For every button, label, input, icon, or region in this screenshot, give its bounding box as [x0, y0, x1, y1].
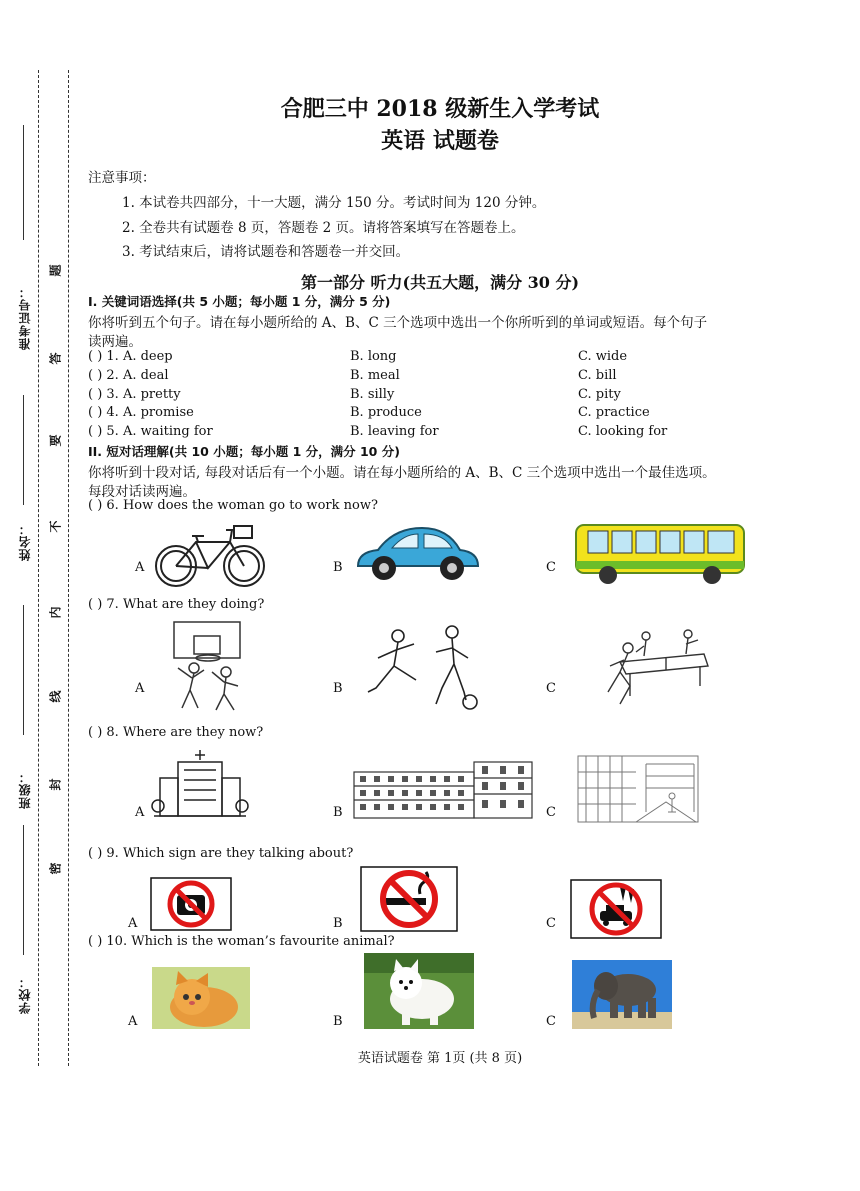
exam-subtitle: 英语 试题卷: [381, 128, 499, 154]
student-id-label: 准考证号：: [18, 285, 32, 350]
car-image: [352, 522, 484, 586]
option-label-b: B: [333, 681, 343, 696]
question-1-c: C. wide: [578, 349, 628, 364]
seal-char: 封: [48, 778, 63, 791]
no-camera-sign-image: [150, 877, 232, 931]
binding-dash-line-left: [38, 70, 39, 1066]
question-4-a: ( ) 4. A. promise: [88, 405, 194, 420]
section2-instruction: 你将听到十段对话, 每段对话后有一个小题。请在每小题所给的 A、B、C 三个选项中选出一个最佳选项。: [88, 465, 716, 481]
question-7: ( ) 7. What are they doing?: [88, 597, 265, 612]
school-line: [23, 825, 24, 955]
seal-char: 内: [48, 606, 63, 619]
football-image: [358, 622, 486, 714]
section1-title: I. 关键词语选择(共 5 小题；每小题 1 分，满分 5 分): [88, 294, 391, 309]
option-label-a: A: [135, 560, 145, 575]
notice-heading: 注意事项：: [88, 170, 156, 186]
option-label-b: B: [333, 560, 343, 575]
seal-char: 不: [48, 520, 63, 533]
question-4-b: B. produce: [350, 405, 422, 420]
section1-instruction: 读两遍。: [88, 334, 142, 350]
option-label-c: C: [546, 805, 556, 820]
bus-image: [572, 521, 748, 587]
option-label-b: B: [333, 1014, 343, 1029]
part1-heading: 第一部分 听力(共五大题，满分 30 分): [300, 273, 580, 292]
seal-char: 答: [48, 352, 63, 365]
school-building-image: [350, 758, 540, 822]
option-label-a: A: [135, 681, 145, 696]
option-label-b: B: [333, 916, 343, 931]
class-line: [23, 605, 24, 735]
question-3-c: C. pity: [578, 387, 621, 402]
page-footer: 英语试题卷 第 1页 (共 8 页): [357, 1051, 523, 1066]
no-smoking-sign-image: [360, 866, 458, 932]
question-10: ( ) 10. Which is the woman’s favourite animal?: [88, 934, 395, 949]
option-label-a: A: [128, 1014, 138, 1029]
question-1-a: ( ) 1. A. deep: [88, 349, 173, 364]
question-5-c: C. looking for: [578, 424, 668, 439]
question-2-b: B. meal: [350, 368, 400, 383]
school-label: 学校：: [18, 975, 32, 1014]
question-3-a: ( ) 3. A. pretty: [88, 387, 181, 402]
option-label-b: B: [333, 805, 343, 820]
seal-char: 题: [48, 264, 63, 277]
section2-instruction: 每段对话读两遍。: [88, 484, 196, 500]
question-1-b: B. long: [350, 349, 397, 364]
option-label-a: A: [128, 916, 138, 931]
bicycle-image: [152, 522, 268, 590]
kitten-image: [152, 967, 250, 1029]
question-5-b: B. leaving for: [350, 424, 439, 439]
question-4-c: C. practice: [578, 405, 650, 420]
question-3-b: B. silly: [350, 387, 395, 402]
hospital-image: [150, 748, 250, 820]
seal-char: 要: [48, 434, 63, 447]
option-label-c: C: [546, 560, 556, 575]
name-line: [23, 395, 24, 505]
elephant-image: [572, 960, 672, 1029]
notice-item: 1. 本试卷共四部分，十一大题，满分 150 分。考试时间为 120 分钟。: [122, 195, 546, 211]
notice-item: 2. 全卷共有试题卷 8 页，答题卷 2 页。请将答案填写在答题卷上。: [122, 220, 525, 236]
basketball-image: [164, 618, 254, 712]
question-6: ( ) 6. How does the woman go to work now?: [88, 498, 378, 513]
class-label: 班级：: [18, 770, 32, 809]
question-9: ( ) 9. Which sign are they talking about?: [88, 846, 354, 861]
section1-instruction: 你将听到五个句子。请在每小题所给的 A、B、C 三个选项中选出一个你所听到的单词或短语。每个句子: [88, 315, 708, 331]
library-image: [576, 752, 700, 832]
question-2-a: ( ) 2. A. deal: [88, 368, 169, 383]
question-5-a: ( ) 5. A. waiting for: [88, 424, 213, 439]
name-label: 姓名：: [18, 522, 32, 561]
option-label-c: C: [546, 1014, 556, 1029]
dog-image: [364, 953, 474, 1029]
seal-char: 线: [48, 690, 63, 703]
binding-dash-line-right: [68, 70, 69, 1066]
option-label-c: C: [546, 681, 556, 696]
option-label-a: A: [135, 805, 145, 820]
option-label-c: C: [546, 916, 556, 931]
table-tennis-image: [590, 626, 710, 710]
section2-title: II. 短对话理解(共 10 小题；每小题 1 分，满分 10 分): [88, 444, 400, 459]
question-8: ( ) 8. Where are they now?: [88, 725, 264, 740]
exam-title: 合肥三中 2018 级新生入学考试: [280, 96, 600, 122]
question-2-c: C. bill: [578, 368, 617, 383]
no-drink-driving-sign-image: [570, 879, 662, 939]
notice-item: 3. 考试结束后，请将试题卷和答题卷一并交回。: [122, 244, 410, 260]
seal-char: 密: [48, 862, 63, 875]
